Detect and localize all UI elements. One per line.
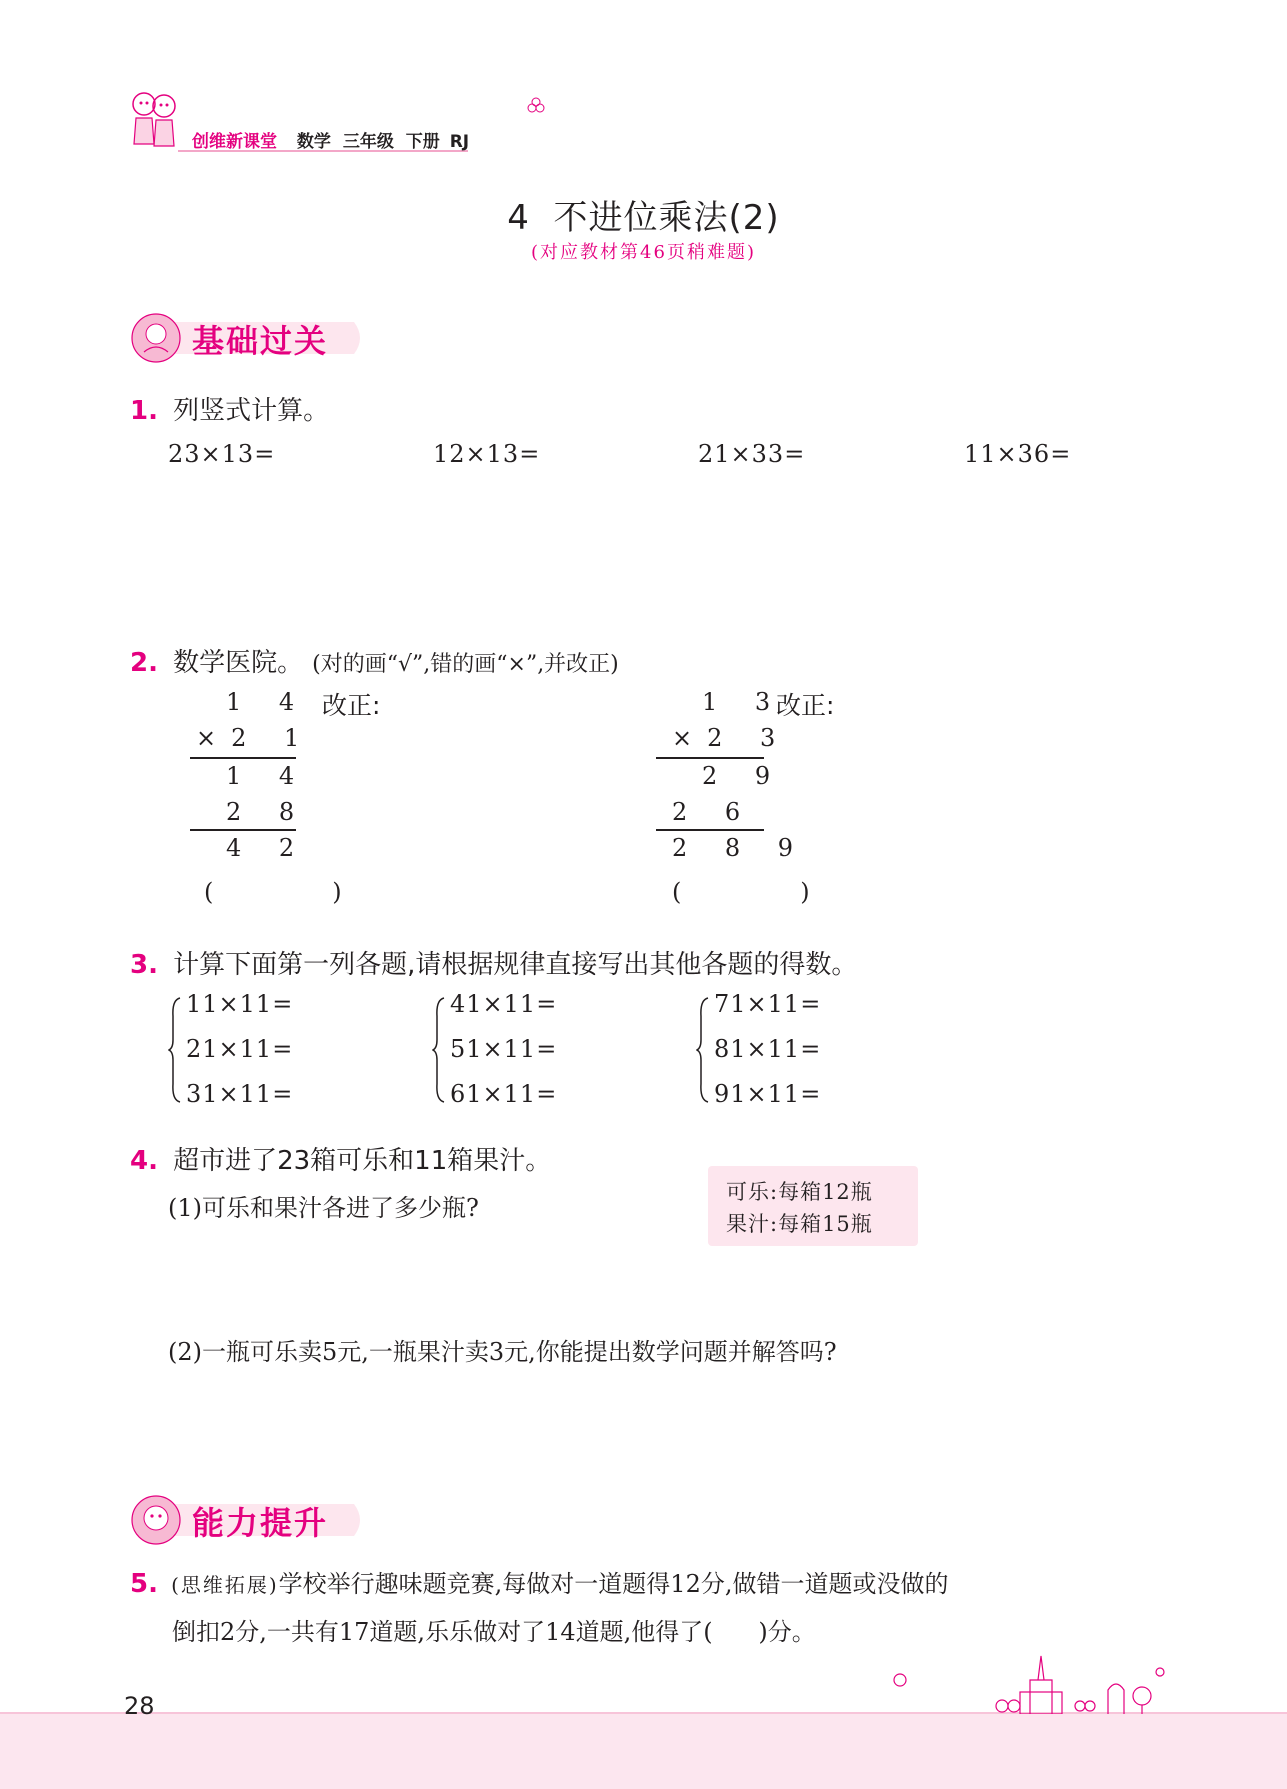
- grade: 三年级: [342, 132, 394, 152]
- q3-expression: 21×11=: [186, 1035, 294, 1063]
- q3-expression: 71×11=: [714, 990, 822, 1018]
- brace-icon: [432, 996, 446, 1104]
- question-text-line-2: 倒扣2分,一共有17道题,乐乐做对了14道题,他得了( )分。: [172, 1618, 816, 1646]
- calc-result: 4 2: [226, 834, 310, 862]
- q3-expression: 81×11=: [714, 1035, 822, 1063]
- multiplicand: 1 3: [702, 688, 786, 716]
- info-box: [708, 1166, 918, 1246]
- q3-expression: 91×11=: [714, 1080, 822, 1108]
- q1-expression: 23×13=: [168, 440, 276, 468]
- brand-name: 创维新课堂: [192, 132, 277, 152]
- multiplier: ×2 1: [196, 724, 315, 752]
- calc-rule: [656, 757, 764, 759]
- question-5: [130, 1564, 948, 1599]
- q3-expression: 51×11=: [450, 1035, 558, 1063]
- question-text: 学校举行趣味题竞赛,每做对一道题得12分,做错一道题或没做的: [278, 1570, 949, 1598]
- correction-label: 改正:: [776, 691, 835, 720]
- judge-bracket[interactable]: ( ): [672, 878, 834, 906]
- header-mascot: [128, 88, 180, 154]
- calc-result: 2 8 9: [672, 834, 809, 862]
- calc-rule: [190, 829, 296, 831]
- correction-label: 改正:: [322, 691, 381, 720]
- question-text: 列竖式计算。: [173, 396, 330, 426]
- volume: 下册: [405, 132, 440, 152]
- q3-expression: 61×11=: [450, 1080, 558, 1108]
- question-number: 3.: [130, 950, 158, 980]
- question-tag: (思维拓展): [171, 1573, 279, 1597]
- q4-part-2: (2)一瓶可乐卖5元,一瓶果汁卖3元,你能提出数学问题并解答吗?: [168, 1338, 837, 1366]
- q4-part-1: (1)可乐和果汁各进了多少瓶?: [168, 1194, 479, 1222]
- question-text: 计算下面第一列各题,请根据规律直接写出其他各题的得数。: [173, 950, 858, 980]
- question-number: 5.: [130, 1569, 158, 1599]
- q3-expression: 31×11=: [186, 1080, 294, 1108]
- question-number: 4.: [130, 1146, 158, 1176]
- question-number: 2.: [130, 648, 158, 678]
- judge-bracket[interactable]: ( ): [204, 878, 366, 906]
- q3-expression: 41×11=: [450, 990, 558, 1018]
- q1-expression: 12×13=: [433, 440, 541, 468]
- calc-rule: [190, 757, 296, 759]
- partial-product: 2 6: [672, 798, 756, 826]
- partial-product: 2 8: [226, 798, 310, 826]
- castle-decoration-icon: [880, 1650, 1180, 1714]
- page-number: 28: [124, 1692, 155, 1720]
- question-4: [130, 1140, 551, 1177]
- partial-product: 1 4: [226, 762, 310, 790]
- question-number: 1.: [130, 396, 158, 426]
- brace-icon: [168, 996, 182, 1104]
- footer-band: [0, 1712, 1287, 1789]
- question-text: 数学医院。: [173, 648, 304, 678]
- q1-expression: 11×36=: [964, 440, 1072, 468]
- partial-product: 2 9: [702, 762, 786, 790]
- multiplicand: 1 4: [226, 688, 310, 716]
- question-2: [130, 642, 619, 679]
- question-1: [130, 390, 329, 427]
- calc-rule: [656, 829, 764, 831]
- section-title-basic: 基础过关: [192, 322, 329, 360]
- flower-icon: [526, 96, 546, 116]
- edition: RJ: [449, 132, 470, 152]
- subject: 数学: [296, 132, 331, 152]
- section-banner-basic: [130, 312, 370, 364]
- info-line: 可乐:每箱12瓶: [726, 1180, 873, 1204]
- question-3: [130, 944, 857, 981]
- q1-expression: 21×33=: [698, 440, 806, 468]
- question-note: (对的画“√”,错的画“×”,并改正): [312, 652, 619, 677]
- header-bar: [192, 127, 469, 152]
- q3-expression: 11×11=: [186, 990, 294, 1018]
- question-text: 超市进了23箱可乐和11箱果汁。: [173, 1146, 552, 1176]
- info-line: 果汁:每箱15瓶: [726, 1212, 873, 1236]
- page-subtitle: (对应教材第46页稍难题): [531, 242, 756, 263]
- brace-icon: [696, 996, 710, 1104]
- section-title-advanced: 能力提升: [192, 1504, 329, 1542]
- multiplier: ×2 3: [672, 724, 791, 752]
- page-title: 4 不进位乘法(2): [507, 198, 780, 238]
- section-banner-advanced: [130, 1494, 370, 1546]
